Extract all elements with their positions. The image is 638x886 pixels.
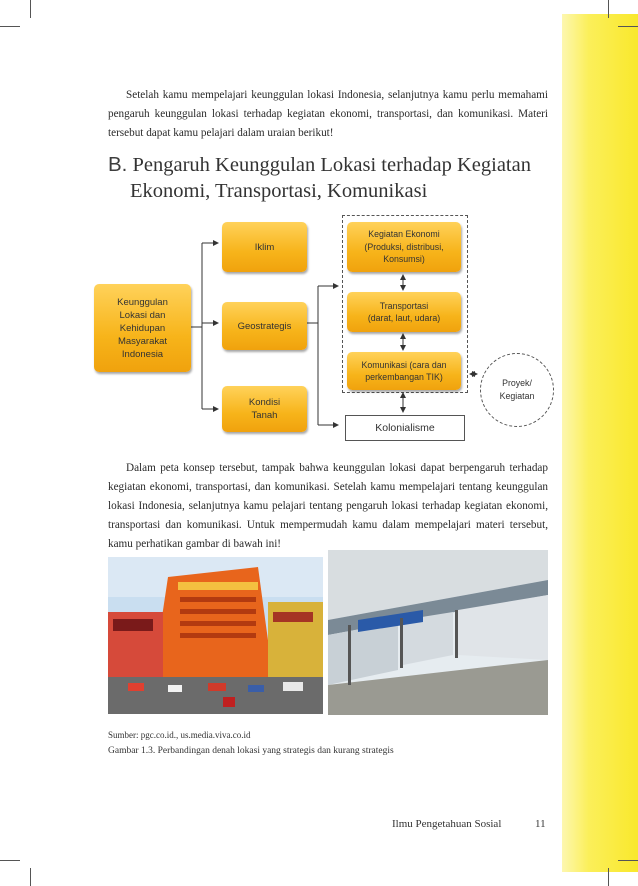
root-box-keunggulan: Keunggulan Lokasi dan Kehidupan Masyarakat Indonesia <box>94 284 191 372</box>
section-letter: B. <box>108 153 128 176</box>
intro-paragraph <box>108 86 548 143</box>
crop-mark <box>0 860 20 861</box>
page-edge-band <box>562 14 638 872</box>
closed-shops-image <box>328 550 548 715</box>
crop-mark <box>0 26 20 27</box>
intro-paragraph-text: Setelah kamu mempelajari keunggulan lokasi Indonesia, selanjutnya kamu perlu memahami pengaruh keunggulan lokasi terhadap kegiatan ekonomi, transportasi, dan komunikasi. Materi tersebut dapat kamu pelajari dalam uraian berikut! <box>108 89 548 139</box>
crop-mark <box>30 868 31 886</box>
section-title-line2: Ekonomi, Transportasi, Komunikasi <box>130 180 428 202</box>
footer-book-title: Ilmu Pengetahuan Sosial <box>392 818 502 830</box>
activity-box-transportasi: Transportasi (darat, laut, udara) <box>347 292 461 332</box>
activity-box-ekonomi: Kegiatan Ekonomi (Produksi, distribusi, Konsumsi) <box>347 222 461 272</box>
crop-mark <box>608 868 609 886</box>
factor-box-geostrategis: Geostrategis <box>222 302 307 350</box>
factor-box-kondisi-tanah: Kondisi Tanah <box>222 386 307 432</box>
footer-page-number: 11 <box>535 818 546 830</box>
crop-mark <box>608 0 609 18</box>
photo-closed-shops <box>328 550 548 715</box>
activity-box-komunikasi: Komunikasi (cara dan perkembangan TIK) <box>347 352 461 390</box>
section-heading <box>108 152 558 204</box>
source-caption: Sumber: pgc.co.id., us.media.viva.co.id <box>108 730 251 740</box>
shopping-center-image <box>108 557 323 714</box>
factor-box-iklim: Iklim <box>222 222 307 272</box>
project-circle: Proyek/ Kegiatan <box>480 353 554 427</box>
figure-caption: Gambar 1.3. Perbandingan denah lokasi yang strategis dan kurang strategis <box>108 746 394 756</box>
body-paragraph-text: Dalam peta konsep tersebut, tampak bahwa keunggulan lokasi dapat berpengaruh terhadap kegiatan ekonomi, transportasi, dan komunikasi. Setelah kamu mempelajari tentang keunggulan lokasi Indonesia, selanjutnya kamu pelajari tentang pengaruh lokasi terhadap kegiatan ekonomi, transportasi dan komunikasi. Untuk mempermudah kamu dalam mempelajari materi tersebut, kamu perhatikan gambar di bawah ini! <box>108 462 548 550</box>
body-paragraph <box>108 459 548 554</box>
photo-shopping-center <box>108 557 323 714</box>
crop-mark <box>618 860 638 861</box>
colonialism-box: Kolonialisme <box>345 415 465 441</box>
crop-mark <box>30 0 31 18</box>
section-title-line1: Pengaruh Keunggulan Lokasi terhadap Kegiatan <box>132 154 531 176</box>
crop-mark <box>618 26 638 27</box>
